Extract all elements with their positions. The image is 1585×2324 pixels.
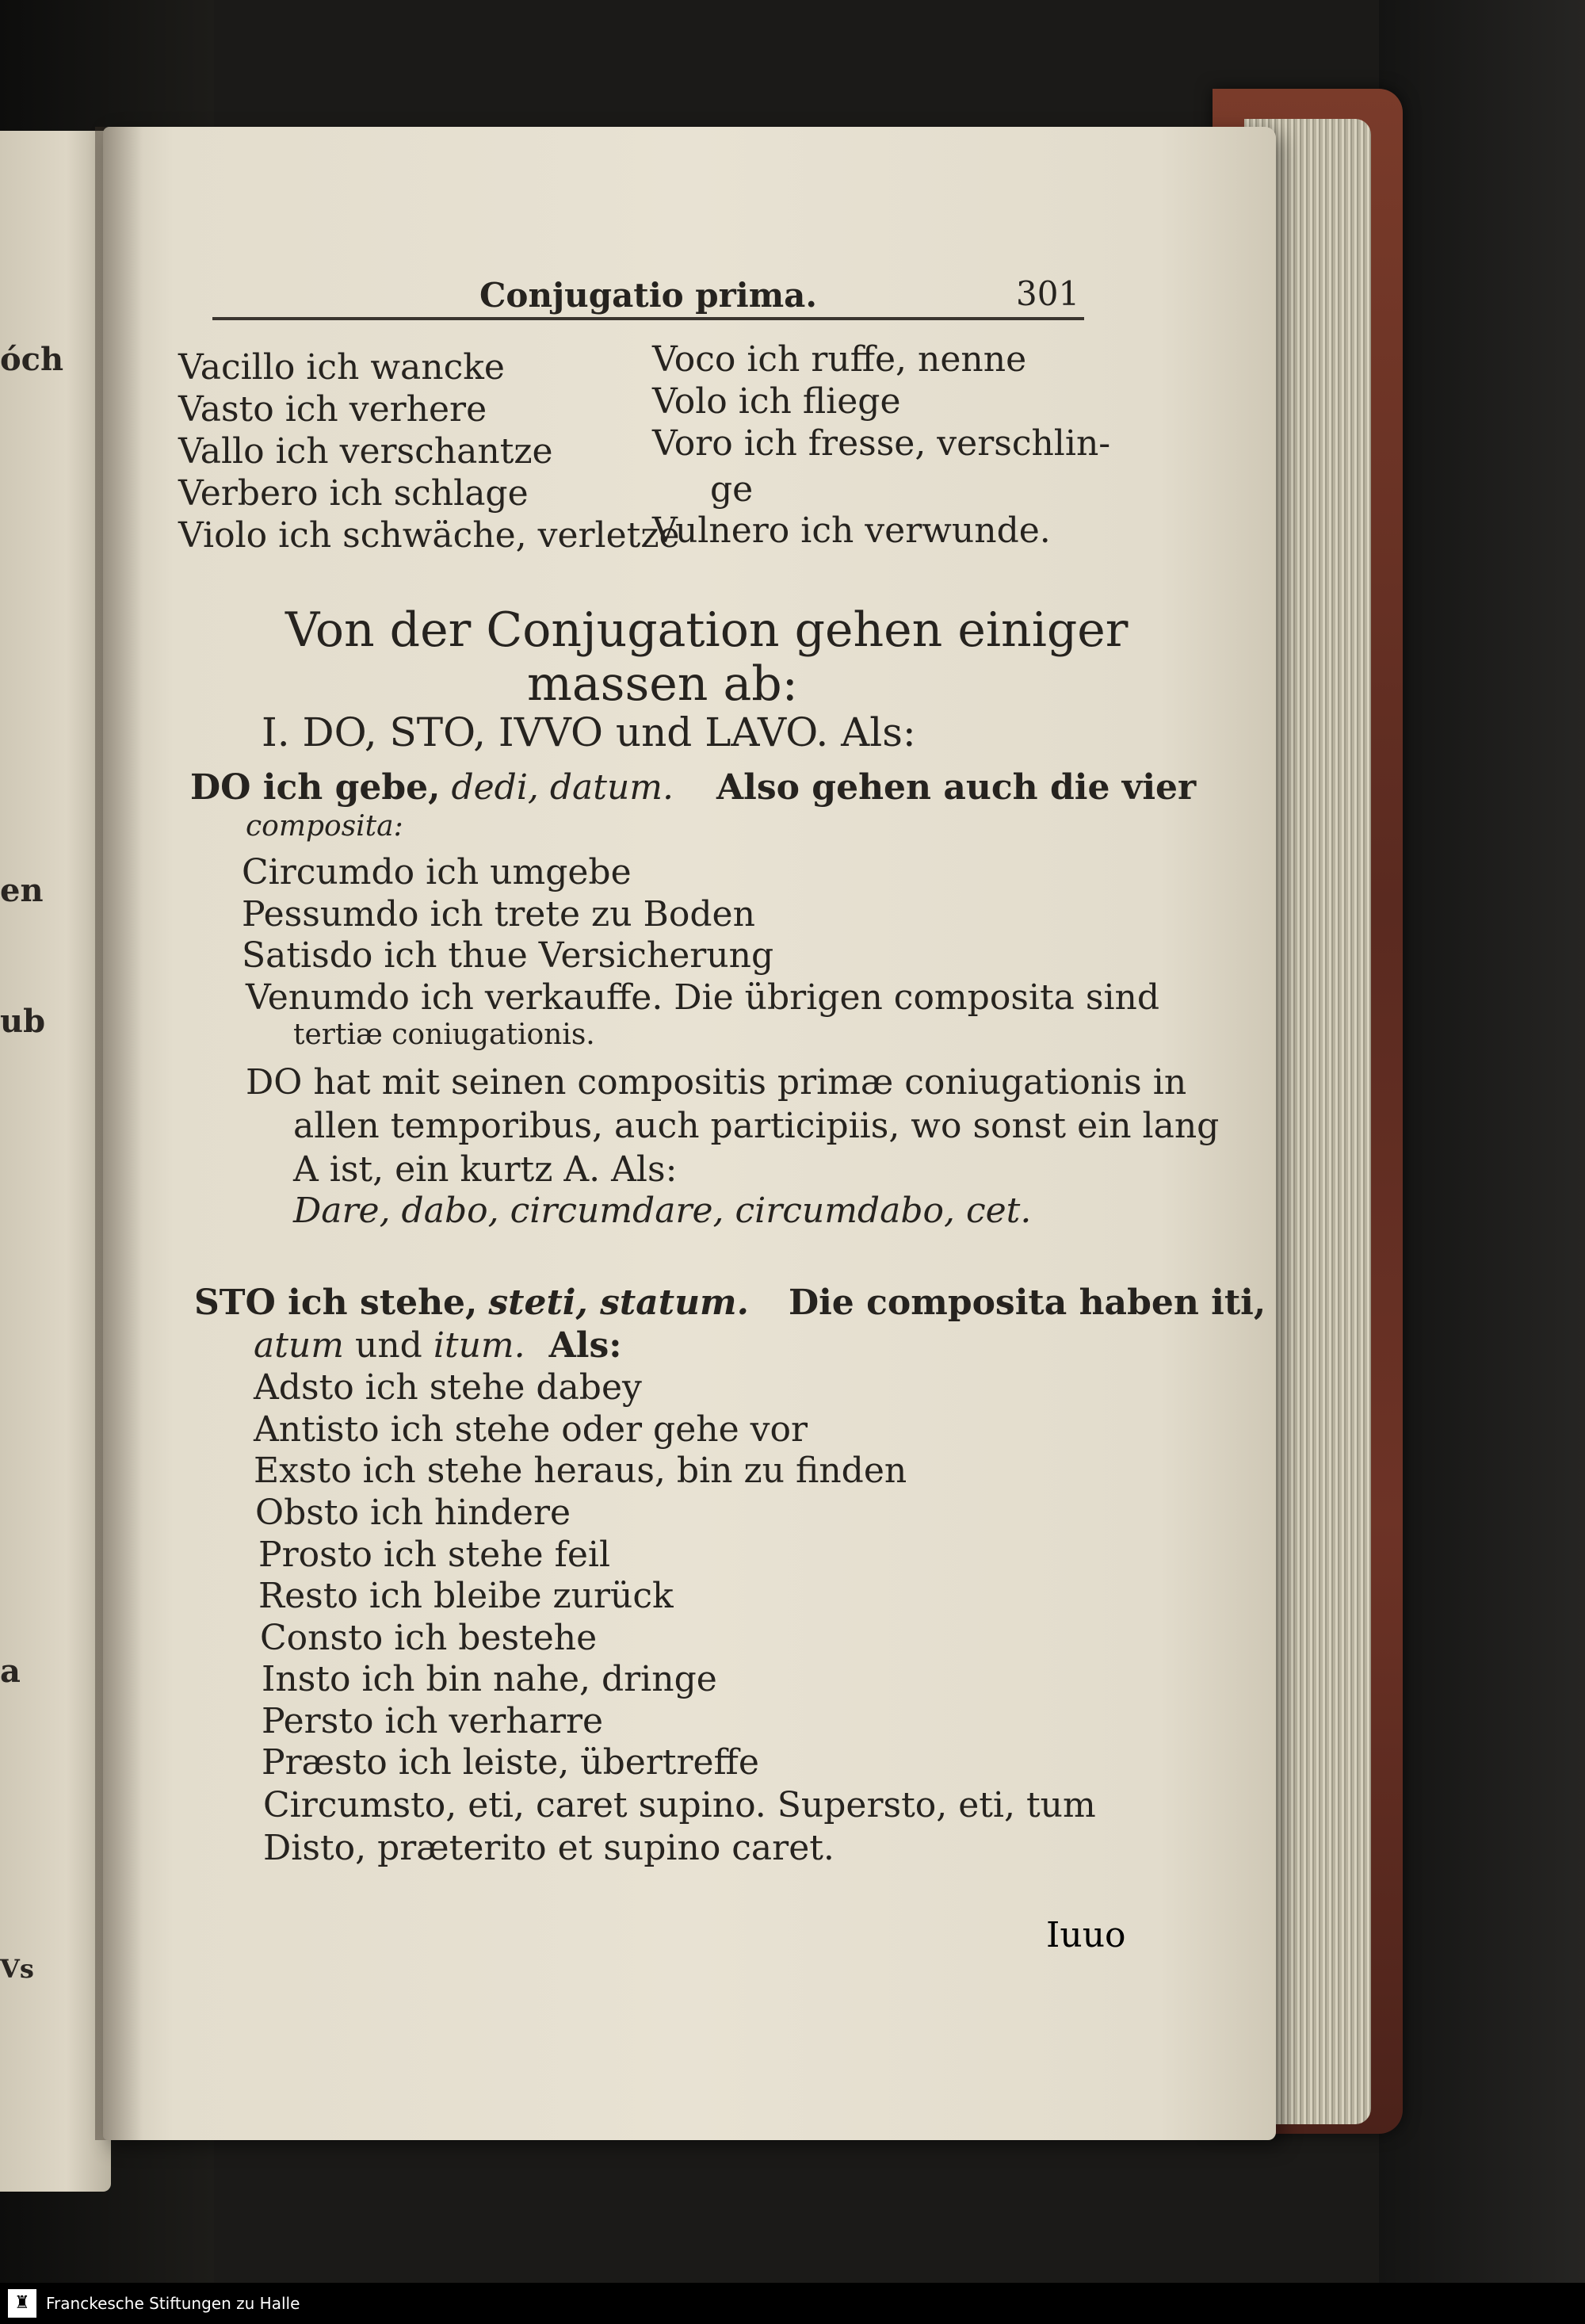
compositum-label: composita: bbox=[246, 810, 403, 843]
sto-compositum: Antisto ich stehe oder gehe vor bbox=[254, 1409, 808, 1450]
do-note: A ist, ein kurtz A. Als: bbox=[293, 1149, 678, 1190]
do-intro-head: DO ich gebe, bbox=[190, 767, 441, 808]
do-note: DO hat mit seinen compositis primæ coniugationis in bbox=[246, 1062, 1187, 1103]
do-compositum-cont: tertiæ coniugationis. bbox=[293, 1019, 595, 1051]
catchword: Iuuo bbox=[1046, 1915, 1126, 1955]
do-intro bbox=[190, 767, 1196, 808]
sto-intro-itum: itum. bbox=[433, 1325, 525, 1366]
left-page-fragment: óch bbox=[0, 341, 64, 378]
left-page-fragment: en bbox=[0, 872, 44, 909]
institution-logo-icon: ♜ bbox=[8, 2289, 36, 2318]
do-compositum: Circumdo ich umgebe bbox=[242, 852, 632, 893]
section-heading: Von der Conjugation gehen einiger bbox=[285, 602, 1129, 658]
sto-compositum: Obsto ich hindere bbox=[255, 1493, 571, 1533]
sto-compositum: Prosto ich stehe feil bbox=[258, 1535, 611, 1575]
sto-intro-als: Als: bbox=[548, 1325, 622, 1366]
left-page-fragment: ub bbox=[0, 1003, 46, 1040]
sto-intro-forms: steti, statum. bbox=[488, 1282, 749, 1323]
vocab-right-item: ge bbox=[710, 469, 754, 510]
sto-intro-head: STO ich stehe, bbox=[194, 1282, 478, 1323]
do-compositum: Venumdo ich verkauffe. Die übrigen composita sind bbox=[246, 977, 1160, 1018]
sto-intro-und: und bbox=[354, 1325, 422, 1366]
vocab-left-item: Vacillo ich wancke bbox=[178, 347, 505, 388]
left-page-fragment: a bbox=[0, 1653, 21, 1690]
vocab-left-item: Verbero ich schlage bbox=[178, 473, 529, 514]
left-page bbox=[0, 131, 111, 2192]
sto-compositum: Adsto ich stehe dabey bbox=[254, 1367, 642, 1408]
section-heading-cont: massen ab: bbox=[527, 656, 798, 712]
header-rule bbox=[212, 317, 1084, 320]
do-intro-forms: dedi, datum. bbox=[451, 767, 674, 808]
do-compositum: Satisdo ich thue Versicherung bbox=[242, 935, 774, 976]
vocab-right-item: Vulnero ich verwunde. bbox=[652, 510, 1051, 551]
footer-bar bbox=[0, 2283, 1585, 2324]
sto-compositum: Præsto ich leiste, übertreffe bbox=[262, 1742, 759, 1783]
sto-compositum: Circumsto, eti, caret supino. Supersto, eti, tum bbox=[263, 1785, 1096, 1825]
vocab-left-item: Vasto ich verhere bbox=[178, 389, 487, 430]
sto-compositum: Consto ich bestehe bbox=[260, 1618, 598, 1658]
sto-intro-cont bbox=[254, 1325, 622, 1366]
vocab-right-item: Volo ich fliege bbox=[652, 381, 901, 422]
vocab-right-item: Voco ich ruffe, nenne bbox=[652, 339, 1027, 380]
do-example: Dare, dabo, circumdare, circumdabo, cet. bbox=[293, 1191, 1032, 1231]
sto-compositum: Resto ich bleibe zurück bbox=[258, 1576, 674, 1616]
subheading: I. DO, STO, IVVO und LAVO. Als: bbox=[262, 709, 916, 755]
do-intro-rest: Also gehen auch die vier bbox=[716, 767, 1197, 808]
sto-intro-atum: atum bbox=[254, 1325, 344, 1366]
sto-compositum: Disto, præterito et supino caret. bbox=[263, 1828, 835, 1868]
sto-compositum: Exsto ich stehe heraus, bin zu finden bbox=[254, 1451, 907, 1491]
vocab-right-item: Voro ich fresse, verschlin- bbox=[652, 423, 1111, 464]
do-compositum: Pessumdo ich trete zu Boden bbox=[242, 894, 755, 935]
institution-name: Franckesche Stiftungen zu Halle bbox=[46, 2294, 300, 2313]
vocab-left-item: Vallo ich verschantze bbox=[178, 431, 553, 472]
vocab-left-item: Violo ich schwäche, verletze bbox=[178, 515, 680, 556]
gutter-shadow bbox=[95, 127, 143, 2140]
page-number: 301 bbox=[1016, 274, 1080, 313]
left-page-fragment: Vs bbox=[0, 1954, 34, 1984]
sto-compositum: Insto ich bin nahe, dringe bbox=[262, 1659, 717, 1699]
sto-intro-rest: Die composita haben iti, bbox=[788, 1282, 1266, 1323]
backdrop-right bbox=[1379, 0, 1585, 2283]
do-note: allen temporibus, auch participiis, wo sonst ein lang bbox=[293, 1106, 1220, 1146]
running-head: Conjugatio prima. bbox=[479, 276, 818, 315]
sto-compositum: Persto ich verharre bbox=[262, 1701, 604, 1741]
sto-intro bbox=[194, 1282, 1266, 1323]
